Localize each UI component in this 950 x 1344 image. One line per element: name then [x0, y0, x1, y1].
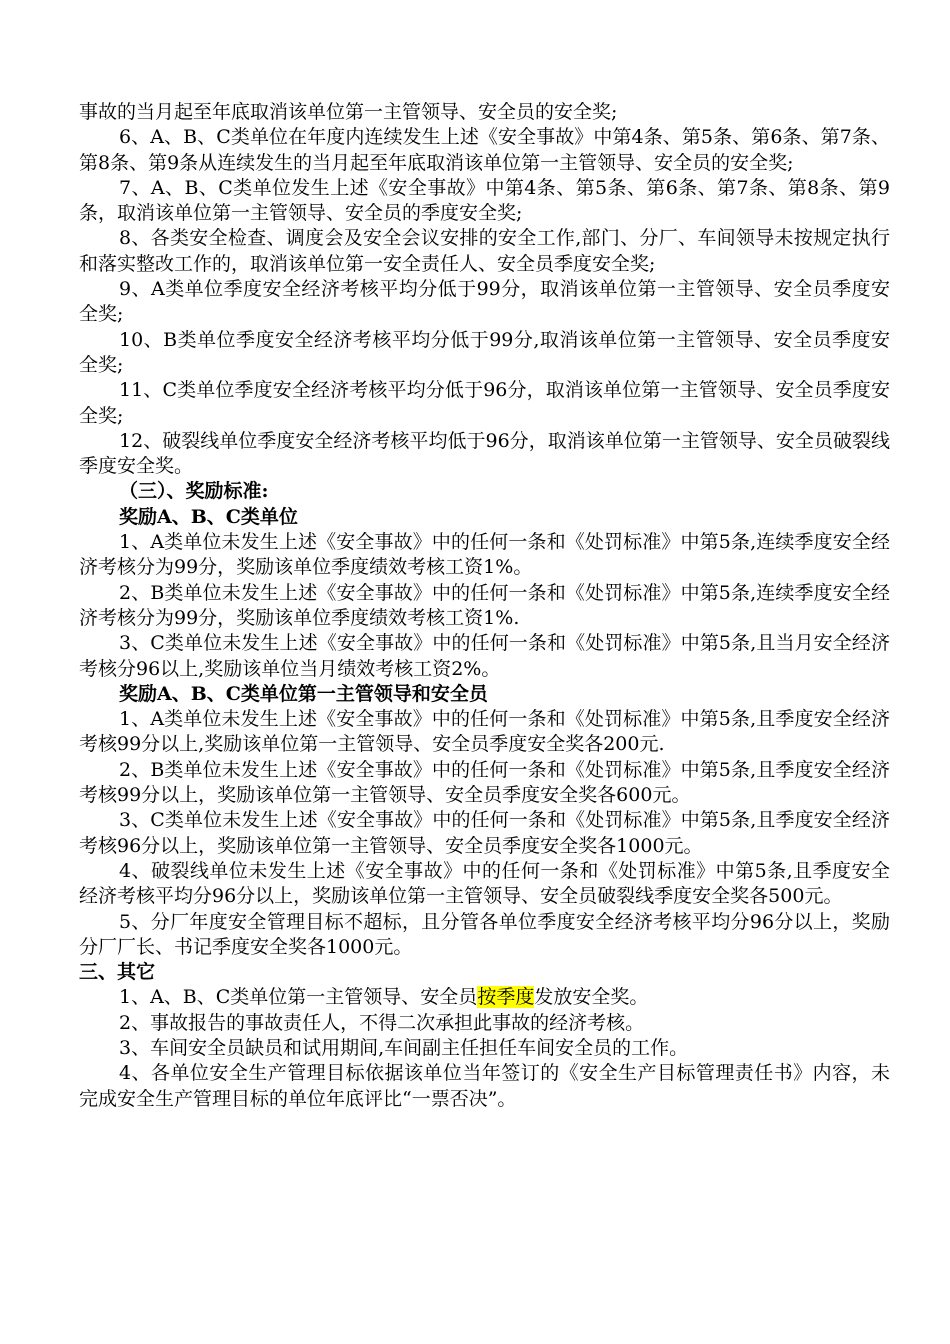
- other-item-1: [79, 985, 890, 1010]
- other-item-2: 2、事故报告的事故责任人，不得二次承担此事故的经济考核。: [119, 1011, 645, 1034]
- section-heading-other: 三、其它: [79, 961, 156, 984]
- paragraph-6: 11、C类单位季度安全经济考核平均分低于96分，取消该单位第一主管领导、安全员季度安全奖;: [79, 379, 890, 427]
- paragraph-3: 8、各类安全检查、调度会及安全会议安排的安全工作,部门、分厂、车间领导未按规定执行和落实整改工作的，取消该单位第一安全责任人、安全员季度安全奖;: [79, 227, 890, 275]
- other-item-4: 4、各单位安全生产管理目标依据该单位当年签订的《安全生产目标管理责任书》内容，未完成安全生产管理目标的单位年底评比“一票否决”。: [79, 1062, 890, 1110]
- paragraph-1: 6、A、B、C类单位在年度内连续发生上述《安全事故》中第4条、第5条、第6条、第7条、第8条、第9条从连续发生的当月起至年底取消该单位第一主管领导、安全员的安全奖;: [79, 126, 890, 174]
- paragraph-12: 3、C类单位未发生上述《安全事故》中的任何一条和《处罚标准》中第5条,且当月安全经济考核分96以上,奖励该单位当月绩效考核工资2%。: [79, 632, 890, 680]
- paragraph-2: 7、A、B、C类单位发生上述《安全事故》中第4条、第5条、第6条、第7条、第8条、第9条，取消该单位第一主管领导、安全员的季度安全奖;: [79, 176, 890, 225]
- paragraph-10: 1、A类单位未发生上述《安全事故》中的任何一条和《处罚标准》中第5条,连续季度安全经济考核分为99分，奖励该单位季度绩效考核工资1%。: [79, 531, 890, 579]
- paragraph-15: 2、B类单位未发生上述《安全事故》中的任何一条和《处罚标准》中第5条,且季度安全经济考核99分以上，奖励该单位第一主管领导、安全员季度安全奖各600元。: [79, 758, 890, 807]
- section-heading-reward-standard: （三）、奖励标准:: [119, 480, 269, 503]
- subheading-reward-units: 奖励A、B、C类单位: [119, 505, 298, 528]
- highlighted-text: 按季度: [477, 986, 535, 1009]
- paragraph-7: 12、破裂线单位季度安全经济考核平均低于96分，取消该单位第一主管领导、安全员破裂线季度安全奖。: [79, 429, 890, 478]
- paragraph-18: 5、分厂年度安全管理目标不超标，且分管各单位季度安全经济考核平均分96分以上，奖励分厂厂长、书记季度安全奖各1000元。: [79, 910, 890, 958]
- paragraph-5: 10、B类单位季度安全经济考核平均分低于99分,取消该单位第一主管领导、安全员季度安全奖;: [79, 328, 890, 376]
- paragraph-17: 4、破裂线单位未发生上述《安全事故》中的任何一条和《处罚标准》中第5条,且季度安全经济考核平均分96分以上，奖励该单位第一主管领导、安全员破裂线季度安全奖各500元。: [79, 859, 890, 908]
- paragraph-11: 2、B类单位未发生上述《安全事故》中的任何一条和《处罚标准》中第5条,连续季度安全经济考核分为99分，奖励该单位季度绩效考核工资1%.: [79, 581, 890, 629]
- subheading-reward-leaders: 奖励A、B、C类单位第一主管领导和安全员: [119, 682, 488, 705]
- other-item-1-after: 发放安全奖。: [534, 986, 649, 1009]
- other-item-1-before: 1、A、B、C类单位第一主管领导、安全员: [119, 986, 478, 1009]
- paragraph-14: 1、A类单位未发生上述《安全事故》中的任何一条和《处罚标准》中第5条,且季度安全经济考核99分以上,奖励该单位第一主管领导、安全员季度安全奖各200元.: [79, 708, 890, 756]
- paragraph-16: 3、C类单位未发生上述《安全事故》中的任何一条和《处罚标准》中第5条,且季度安全经济考核96分以上，奖励该单位第一主管领导、安全员季度安全奖各1000元。: [79, 809, 890, 857]
- document-body: [79, 100, 890, 1112]
- paragraph-4: 9、A类单位季度安全经济考核平均分低于99分，取消该单位第一主管领导、安全员季度安全奖;: [79, 278, 890, 326]
- other-item-3: 3、车间安全员缺员和试用期间,车间副主任担任车间安全员的工作。: [119, 1036, 689, 1059]
- paragraph-0: 事故的当月起至年底取消该单位第一主管领导、安全员的安全奖;: [79, 101, 618, 123]
